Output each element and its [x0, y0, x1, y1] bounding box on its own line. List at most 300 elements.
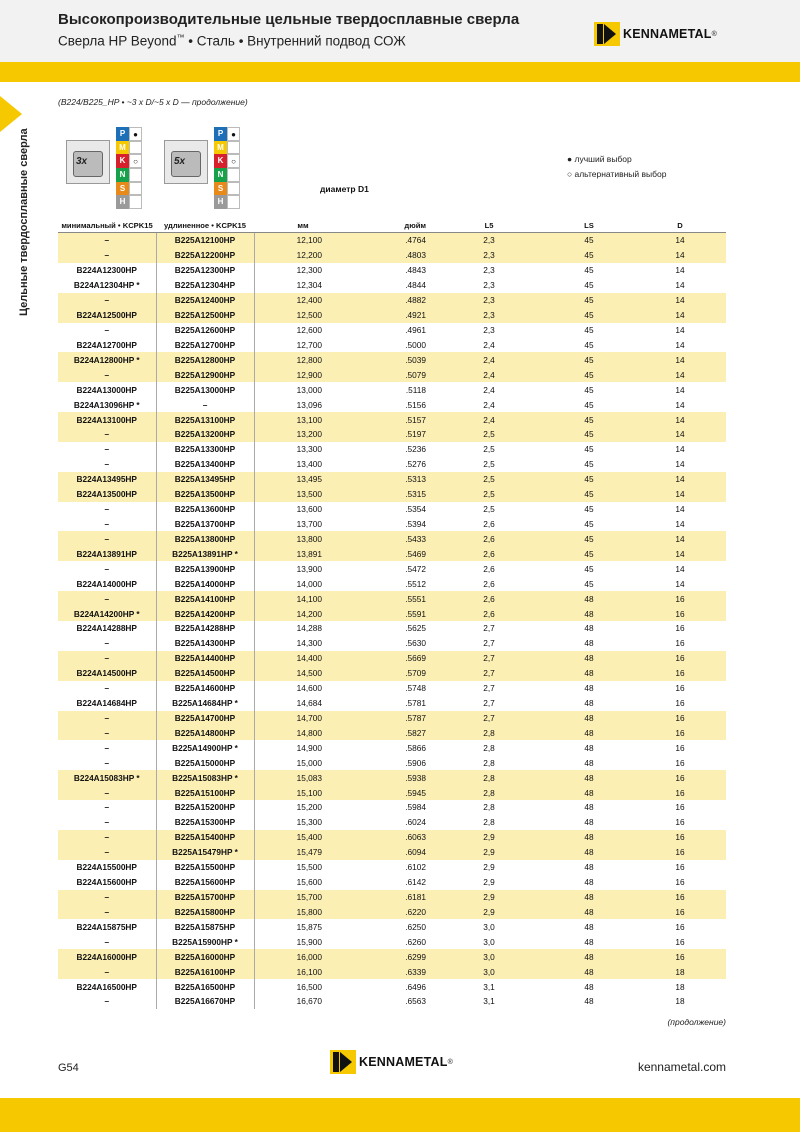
cell-inch: .5354	[405, 504, 426, 515]
cell-mm: 14,800	[254, 725, 352, 740]
cell-ext: B225A15700HP	[156, 890, 254, 905]
cell-mm: 13,600	[296, 504, 322, 515]
cell-ext: B225A16000HP	[156, 949, 254, 964]
cell-min: B224A12500HP	[58, 308, 156, 323]
table-row	[58, 904, 726, 919]
iso-suitability-mark: ●	[129, 127, 142, 141]
table-row	[58, 308, 726, 323]
cell-mm: 14,684	[296, 698, 322, 709]
registered-mark: ®	[711, 30, 717, 38]
cell-min: –	[58, 830, 156, 845]
cell-d: 14	[675, 518, 685, 529]
cell-ls: 45	[544, 308, 634, 323]
cell-mm: 15,800	[254, 904, 352, 919]
legend-alternative: ○ альтернативный выбор	[567, 169, 667, 179]
cell-d: 16	[675, 623, 685, 634]
table-row	[58, 890, 726, 905]
cell-min: B224A14000HP	[76, 578, 137, 589]
iso-group-letter: K	[116, 154, 129, 168]
cell-d: 16	[634, 651, 726, 666]
cell-l5: 2,5	[434, 427, 544, 442]
cell-min: –	[104, 563, 110, 574]
table-row	[58, 845, 726, 860]
drill-5xd-icon	[164, 140, 208, 184]
cell-mm: 14,000	[296, 578, 322, 589]
table-row	[58, 382, 726, 397]
cell-min: –	[58, 711, 156, 726]
cell-ext: B225A13000HP	[156, 382, 254, 397]
table-row	[58, 979, 726, 994]
cell-min: B224A13500HP	[58, 487, 156, 502]
logo-wordmark: KENNAMETAL	[623, 27, 712, 41]
continued-note: (продолжение)	[667, 1017, 726, 1027]
cell-mm: 14,500	[254, 666, 352, 681]
table-row	[58, 800, 726, 815]
cell-ls: 45	[584, 399, 594, 410]
cell-mm: 13,096	[296, 399, 322, 410]
cell-l5: 2,9	[434, 845, 544, 860]
table-row	[58, 755, 726, 770]
cell-mm: 12,700	[296, 339, 322, 350]
cell-l5: 3,1	[483, 981, 495, 992]
website-link[interactable]: kennametal.com	[637, 1060, 726, 1074]
cell-mm: 16,000	[254, 949, 352, 964]
cell-ls: 45	[584, 265, 594, 276]
cell-inch: .4803	[352, 248, 434, 263]
cell-ext: B225A14288HP	[156, 621, 254, 636]
table-row	[58, 725, 726, 740]
cell-mm: 16,670	[296, 996, 322, 1007]
cell-l5: 2,5	[483, 444, 495, 455]
cell-l5: 2,7	[483, 638, 495, 649]
cell-mm: 13,200	[254, 427, 352, 442]
cell-d: 16	[675, 638, 685, 649]
cell-ext: B225A16670HP	[156, 994, 254, 1009]
cell-ls: 45	[584, 504, 594, 515]
cell-ls: 48	[544, 949, 634, 964]
cell-inch: .4961	[405, 324, 426, 335]
table-row	[58, 875, 726, 890]
cell-inch: .5236	[405, 444, 426, 455]
cell-ext: B225A12100HP	[156, 233, 254, 248]
cell-mm: 12,304	[296, 280, 322, 291]
cell-ext: B225A15600HP	[156, 875, 254, 890]
cell-inch: .4921	[352, 308, 434, 323]
cell-inch: .5512	[405, 578, 426, 589]
cell-min: –	[104, 996, 110, 1007]
cell-l5: 2,6	[483, 563, 495, 574]
col-header-inch: дюйм	[352, 219, 434, 233]
cell-min: –	[104, 324, 110, 335]
cell-min: B224A12304HP *	[73, 280, 140, 291]
cell-l5: 2,8	[434, 725, 544, 740]
cell-l5: 2,5	[434, 472, 544, 487]
cell-min: B224A12300HP	[76, 265, 137, 276]
cell-inch: .5039	[352, 352, 434, 367]
cell-inch: .6024	[405, 817, 426, 828]
subtitle-details: • Сталь • Внутренний подвод СОЖ	[184, 33, 406, 49]
cell-l5: 2,7	[483, 683, 495, 694]
cell-ext: B225A16100HP	[156, 964, 254, 979]
table-row	[58, 412, 726, 427]
cell-min: –	[58, 248, 156, 263]
iso-group-letter: K	[214, 154, 227, 168]
table-row	[58, 248, 726, 263]
breadcrumb: (B224/B225_HP • ~3 x D/~5 x D — продолжение)	[58, 97, 248, 107]
cell-d: 16	[675, 921, 685, 932]
cell-l5: 2,6	[434, 606, 544, 621]
cell-min: –	[58, 531, 156, 546]
cell-d: 14	[634, 487, 726, 502]
table-row	[58, 517, 726, 532]
cell-ls: 48	[584, 698, 594, 709]
cell-inch: .5000	[405, 339, 426, 350]
cell-min: B224A13891HP	[58, 546, 156, 561]
iso-suitability-mark	[129, 168, 142, 182]
cell-inch: .5984	[405, 802, 426, 813]
cell-ext: B225A12800HP	[156, 352, 254, 367]
cell-inch: .5781	[405, 698, 426, 709]
iso-group-letter: S	[116, 182, 129, 196]
iso-group-row	[214, 182, 240, 196]
drill-table	[58, 219, 726, 1009]
iso-group-letter: P	[214, 127, 227, 141]
cell-ls: 45	[544, 427, 634, 442]
cell-l5: 2,8	[483, 817, 495, 828]
cell-mm: 14,600	[296, 683, 322, 694]
cell-ls: 48	[584, 936, 594, 947]
cell-min: B224A15500HP	[76, 862, 137, 873]
iso-suitability-mark	[129, 182, 142, 196]
kennametal-k-icon	[330, 1050, 356, 1074]
iso-group-row	[116, 127, 142, 141]
cell-ls: 48	[544, 651, 634, 666]
cell-l5: 2,4	[483, 339, 495, 350]
cell-ext: B225A15900HP *	[156, 934, 254, 949]
cell-ls: 45	[544, 367, 634, 382]
cell-ext: B225A13495HP	[156, 472, 254, 487]
cell-d: 14	[634, 308, 726, 323]
cell-ls: 45	[544, 352, 634, 367]
iso-group-row	[214, 168, 240, 182]
cell-min: B224A12800HP *	[58, 352, 156, 367]
cell-ls: 45	[584, 578, 594, 589]
table-row	[58, 606, 726, 621]
iso-group-letter: P	[116, 127, 129, 141]
cell-inch: .5156	[405, 399, 426, 410]
cell-ext: B225A12700HP	[156, 337, 254, 352]
table-row	[58, 636, 726, 651]
cell-min: –	[104, 504, 110, 515]
material-groups-ext	[214, 127, 240, 209]
table-row	[58, 263, 726, 278]
footer-logo-wordmark: KENNAMETAL	[359, 1055, 448, 1069]
cell-ext: B225A12300HP	[156, 263, 254, 278]
cell-mm: 14,700	[254, 711, 352, 726]
cell-inch: .5938	[352, 770, 434, 785]
cell-min: –	[104, 444, 110, 455]
cell-min: –	[58, 845, 156, 860]
cell-ls: 45	[544, 472, 634, 487]
cell-ls: 48	[584, 683, 594, 694]
cell-min: B224A13495HP	[58, 472, 156, 487]
cell-min: B224A15875HP	[76, 921, 137, 932]
table-row	[58, 815, 726, 830]
cell-l5: 2,3	[434, 248, 544, 263]
cell-mm: 15,900	[296, 936, 322, 947]
cell-d: 16	[634, 845, 726, 860]
table-row	[58, 919, 726, 934]
cell-l5: 2,7	[483, 698, 495, 709]
cell-ls: 48	[584, 742, 594, 753]
cell-ls: 48	[584, 638, 594, 649]
cell-min: –	[58, 233, 156, 248]
iso-group-row	[116, 154, 142, 168]
cell-mm: 13,400	[296, 459, 322, 470]
cell-ext: B225A12400HP	[156, 293, 254, 308]
kennametal-k-icon	[594, 22, 620, 46]
col-header-ls: LS	[544, 219, 634, 233]
table-row	[58, 367, 726, 382]
cell-mm: 13,300	[296, 444, 322, 455]
cell-ls: 48	[544, 830, 634, 845]
cell-min: B224A15600HP	[76, 877, 137, 888]
cell-inch: .5551	[352, 591, 434, 606]
table-row	[58, 860, 726, 875]
table-row	[58, 561, 726, 576]
cell-l5: 2,5	[483, 504, 495, 515]
cell-inch: .4843	[405, 265, 426, 276]
cell-l5: 3,0	[483, 936, 495, 947]
cell-ext: B225A12304HP	[156, 278, 254, 293]
table-row	[58, 337, 726, 352]
cell-ext: B225A15300HP	[156, 815, 254, 830]
table-row	[58, 293, 726, 308]
cell-mm: 14,100	[254, 591, 352, 606]
cell-mm: 12,200	[254, 248, 352, 263]
cell-inch: .5469	[352, 546, 434, 561]
cell-d: 16	[634, 591, 726, 606]
cell-inch: .6181	[352, 890, 434, 905]
cell-min: –	[58, 964, 156, 979]
cell-d: 16	[634, 725, 726, 740]
cell-ext: B225A15000HP	[156, 755, 254, 770]
table-row	[58, 711, 726, 726]
cell-inch: .5748	[405, 683, 426, 694]
cell-min: B224A14684HP	[76, 698, 137, 709]
cell-ext: B225A12200HP	[156, 248, 254, 263]
cell-l5: 2,9	[483, 862, 495, 873]
iso-group-row	[116, 168, 142, 182]
cell-ls: 48	[544, 890, 634, 905]
cell-l5: 2,4	[483, 384, 495, 395]
table-row	[58, 397, 726, 412]
cell-l5: 2,9	[434, 890, 544, 905]
cell-ls: 48	[544, 845, 634, 860]
page-header	[0, 0, 800, 62]
iso-group-row	[214, 154, 240, 168]
page-subtitle	[58, 33, 406, 49]
cell-ls: 45	[584, 518, 594, 529]
cell-ext: B225A14100HP	[156, 591, 254, 606]
cell-l5: 2,3	[434, 293, 544, 308]
cell-d: 16	[675, 817, 685, 828]
cell-ext: B225A14300HP	[156, 636, 254, 651]
footer-registered-mark: ®	[447, 1058, 453, 1066]
cell-inch: .4844	[405, 280, 426, 291]
cell-ext: B225A13100HP	[156, 412, 254, 427]
col-header-min: минимальный • KCPK15	[58, 219, 156, 233]
table-row	[58, 323, 726, 338]
cell-mm: 13,800	[254, 531, 352, 546]
cell-ls: 48	[544, 964, 634, 979]
cell-min: –	[58, 651, 156, 666]
cell-d: 16	[675, 877, 685, 888]
cell-mm: 15,200	[296, 802, 322, 813]
header-accent-band	[0, 62, 800, 82]
cell-mm: 13,100	[254, 412, 352, 427]
cell-mm: 15,875	[296, 921, 322, 932]
cell-d: 14	[634, 546, 726, 561]
iso-group-row	[116, 195, 142, 209]
cell-ext: B225A12600HP	[156, 323, 254, 338]
cell-l5: 2,5	[434, 487, 544, 502]
cell-ls: 45	[544, 531, 634, 546]
cell-l5: 2,4	[483, 399, 495, 410]
cell-inch: .6063	[352, 830, 434, 845]
cell-ext: B225A14000HP	[156, 576, 254, 591]
cell-l5: 2,9	[434, 830, 544, 845]
cell-ls: 48	[544, 785, 634, 800]
cell-min: –	[104, 936, 110, 947]
cell-ls: 48	[544, 770, 634, 785]
cell-ext: B225A15200HP	[156, 800, 254, 815]
cell-ext: B225A13300HP	[156, 442, 254, 457]
cell-ext: B225A12900HP	[156, 367, 254, 382]
cell-mm: 13,900	[296, 563, 322, 574]
cell-ext: B225A15800HP	[156, 904, 254, 919]
cell-inch: .5118	[405, 384, 426, 395]
cell-mm: 13,495	[254, 472, 352, 487]
cell-min: –	[58, 890, 156, 905]
table-row	[58, 830, 726, 845]
table-row	[58, 651, 726, 666]
cell-l5: 2,4	[434, 352, 544, 367]
cell-l5: 2,7	[483, 623, 495, 634]
cell-inch: .6142	[405, 877, 426, 888]
cell-inch: .5394	[405, 518, 426, 529]
cell-inch: .6563	[405, 996, 426, 1007]
cell-ext: B225A14700HP	[156, 711, 254, 726]
cell-ls: 48	[584, 921, 594, 932]
page-number: G54	[58, 1062, 79, 1074]
cell-mm: 12,900	[254, 367, 352, 382]
cell-inch: .5827	[352, 725, 434, 740]
table-row	[58, 964, 726, 979]
cell-mm: 15,479	[254, 845, 352, 860]
iso-suitability-mark	[129, 141, 142, 155]
cell-ls: 48	[584, 996, 594, 1007]
cell-inch: .5197	[352, 427, 434, 442]
cell-l5: 2,4	[434, 412, 544, 427]
iso-group-letter: H	[116, 195, 129, 209]
cell-d: 16	[634, 770, 726, 785]
cell-mm: 14,900	[296, 742, 322, 753]
cell-ls: 48	[584, 623, 594, 634]
cell-ls: 45	[584, 339, 594, 350]
table-row	[58, 278, 726, 293]
cell-mm: 12,600	[296, 324, 322, 335]
cell-l5: 2,3	[434, 233, 544, 248]
drill-length-label: 5x	[174, 156, 186, 167]
cell-ls: 45	[544, 487, 634, 502]
cell-l5: 3,0	[483, 921, 495, 932]
cell-d: 18	[675, 996, 685, 1007]
cell-inch: .6094	[352, 845, 434, 860]
iso-suitability-mark: ○	[227, 154, 240, 168]
cell-mm: 16,500	[296, 981, 322, 992]
table-row	[58, 487, 726, 502]
iso-group-row	[116, 141, 142, 155]
cell-mm: 13,000	[296, 384, 322, 395]
table-row	[58, 994, 726, 1009]
iso-group-letter: M	[116, 141, 129, 155]
cell-d: 16	[675, 862, 685, 873]
cell-d: 18	[634, 964, 726, 979]
cell-d: 14	[675, 578, 685, 589]
cell-min: –	[104, 683, 110, 694]
cell-ls: 45	[544, 546, 634, 561]
cell-ext: B225A13200HP	[156, 427, 254, 442]
cell-mm: 14,400	[254, 651, 352, 666]
table-row	[58, 740, 726, 755]
cell-d: 16	[634, 830, 726, 845]
cell-d: 16	[634, 666, 726, 681]
page-title: Высокопроизводительные цельные твердосплавные сверла	[58, 11, 520, 28]
iso-group-row	[214, 127, 240, 141]
cell-mm: 15,500	[296, 862, 322, 873]
cell-mm: 15,300	[296, 817, 322, 828]
cell-ext: B225A13600HP	[156, 502, 254, 517]
iso-suitability-mark	[227, 168, 240, 182]
cell-ls: 45	[584, 384, 594, 395]
cell-min: –	[104, 742, 110, 753]
cell-l5: 2,9	[483, 877, 495, 888]
cell-l5: 2,6	[483, 578, 495, 589]
cell-ls: 45	[584, 459, 594, 470]
trademark-mark: ™	[176, 33, 185, 42]
iso-suitability-mark: ●	[227, 127, 240, 141]
cell-ext: B225A14200HP	[156, 606, 254, 621]
iso-group-letter: N	[214, 168, 227, 182]
cell-ls: 48	[544, 904, 634, 919]
cell-ext: B225A14500HP	[156, 666, 254, 681]
iso-group-letter: H	[214, 195, 227, 209]
cell-ls: 45	[584, 563, 594, 574]
cell-inch: .6496	[405, 981, 426, 992]
cell-inch: .6220	[352, 904, 434, 919]
cell-min: –	[104, 518, 110, 529]
cell-ls: 45	[584, 280, 594, 291]
cell-min: –	[104, 802, 110, 813]
cell-d: 14	[634, 352, 726, 367]
table-row	[58, 531, 726, 546]
cell-min: –	[58, 785, 156, 800]
iso-group-row	[214, 141, 240, 155]
cell-ls: 45	[544, 248, 634, 263]
cell-ls: 48	[544, 725, 634, 740]
cell-inch: .5866	[405, 742, 426, 753]
